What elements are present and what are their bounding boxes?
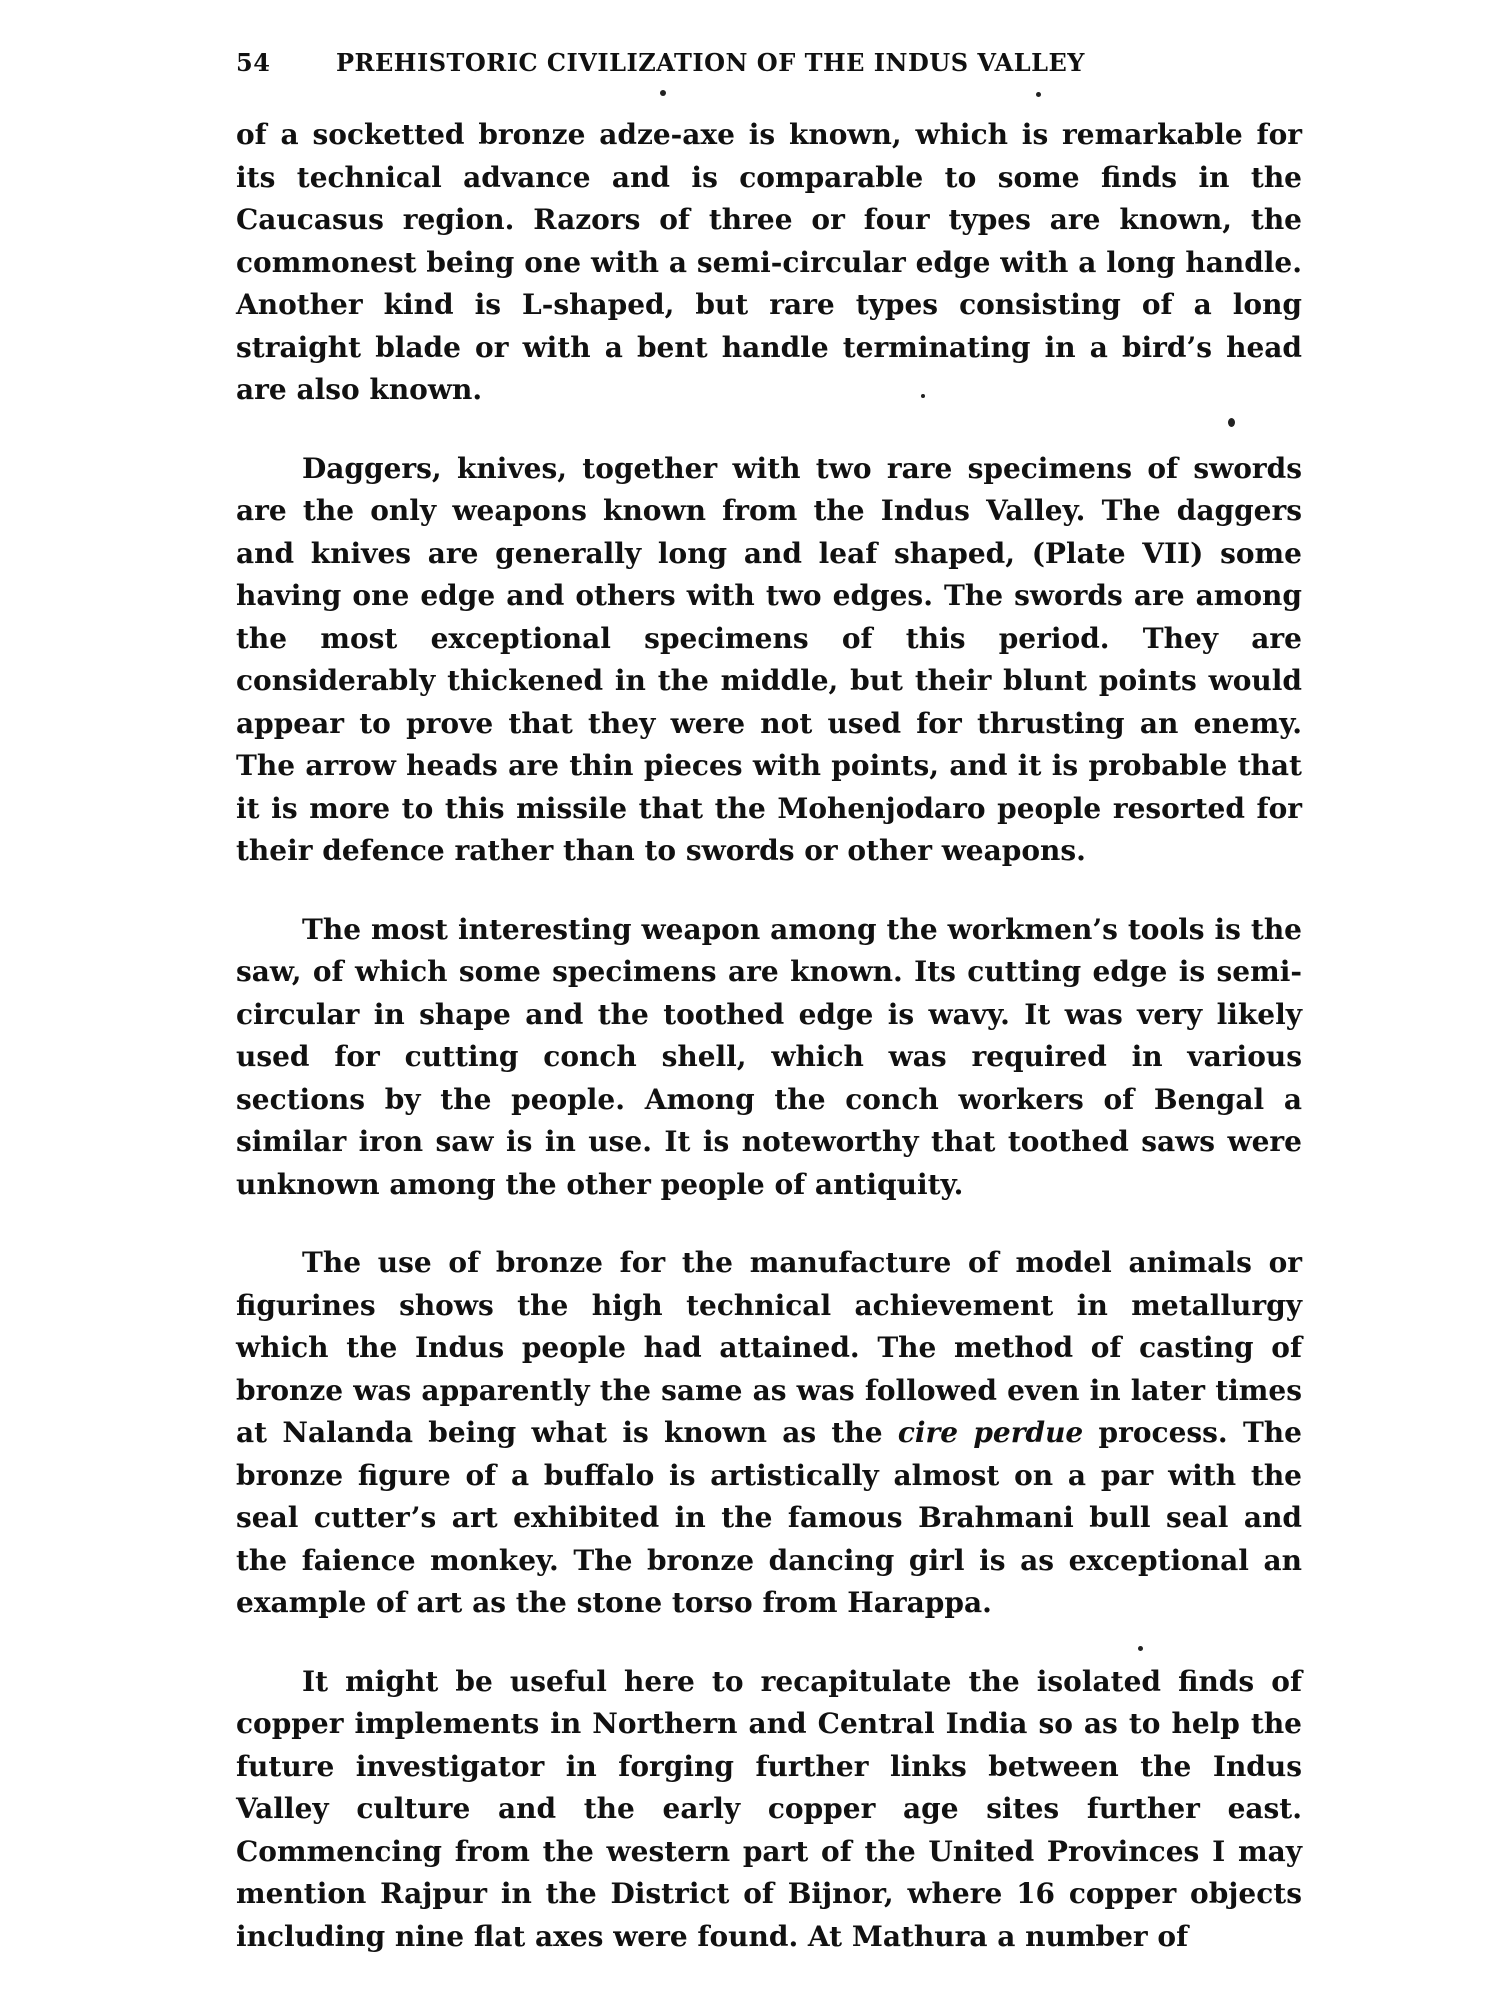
running-title: PREHISTORIC CIVILIZATION OF THE INDUS VALLEY (336, 48, 1085, 77)
paragraph-2: Daggers, knives, together with two rare specimens of swords are the only weapons known from the Indus Valley. The daggers and knives are generally long and leaf shaped, (Plate VII) some having one edge and others with two edges. The swords are among the most exceptional specimens of this period. They are considerably thickened in the middle, but their blunt points would appear to prove that they were not used for thrusting an enemy. The arrow heads are thin pieces with points, and it is probable that it is more to this missile that the Mohenjodaro people resorted for their defence rather than to swords or other weapons. (236, 451, 1302, 867)
scan-speck (1036, 92, 1041, 97)
paragraph-3: The most interesting weapon among the workmen’s tools is the saw, of which some specimens are known. Its cutting edge is semi-circular in shape and the toothed edge is wavy. It was very likely used for cutting conch shell, which was required in various sections by the people. Among the conch workers of Bengal a similar iron saw is in use. It is noteworthy that toothed saws were unknown among the other people of antiquity. (236, 912, 1302, 1201)
running-head (236, 48, 1236, 77)
paragraph-4-text-a: The use of bronze for the manufacture of model animals or figurines shows the high technical achievement in metallurgy which the Indus people had attained. The method of casting of bronze was apparently the same as was followed even in later times at Nalanda being what is known as the (236, 1246, 1302, 1449)
paragraph-4-italic-term: cire perdue (897, 1416, 1084, 1449)
paragraph-4-text-b: process. The bronze figure of a buffalo is artistically almost on a par with the seal cutter’s art exhibited in the famous Brahmani bull seal and the faience monkey. The bronze dancing girl is as exceptional an example of art as the stone torso from Harappa. (236, 1416, 1302, 1619)
scan-speck (1138, 1646, 1143, 1651)
page-number: 54 (236, 48, 271, 77)
paragraph-4 (236, 1242, 1302, 1625)
scan-speck (921, 394, 925, 398)
paragraph-5: It might be useful here to recapitulate the isolated finds of copper implements in Northern and Central India so as to help the future investigator in forging further links between the Indus Valley culture and the early copper age sites further east. Commencing from the western part of the United Provinces I may mention Rajpur in the District of Bijnor, where 16 copper objects including nine flat axes were found. At Mathura a number of (236, 1664, 1302, 1953)
scan-speck (1228, 418, 1235, 427)
paragraph-1: of a socketted bronze adze-axe is known, which is remarkable for its technical advance and is comparable to some finds in the Caucasus region. Razors of three or four types are known, the commonest being one with a semi-circular edge with a long handle. Another kind is L-shaped, but rare types consisting of a long straight blade or with a bent handle terminating in a bird’s head are also known. (236, 118, 1302, 406)
scan-speck (660, 90, 666, 96)
body-text (236, 114, 1302, 1994)
